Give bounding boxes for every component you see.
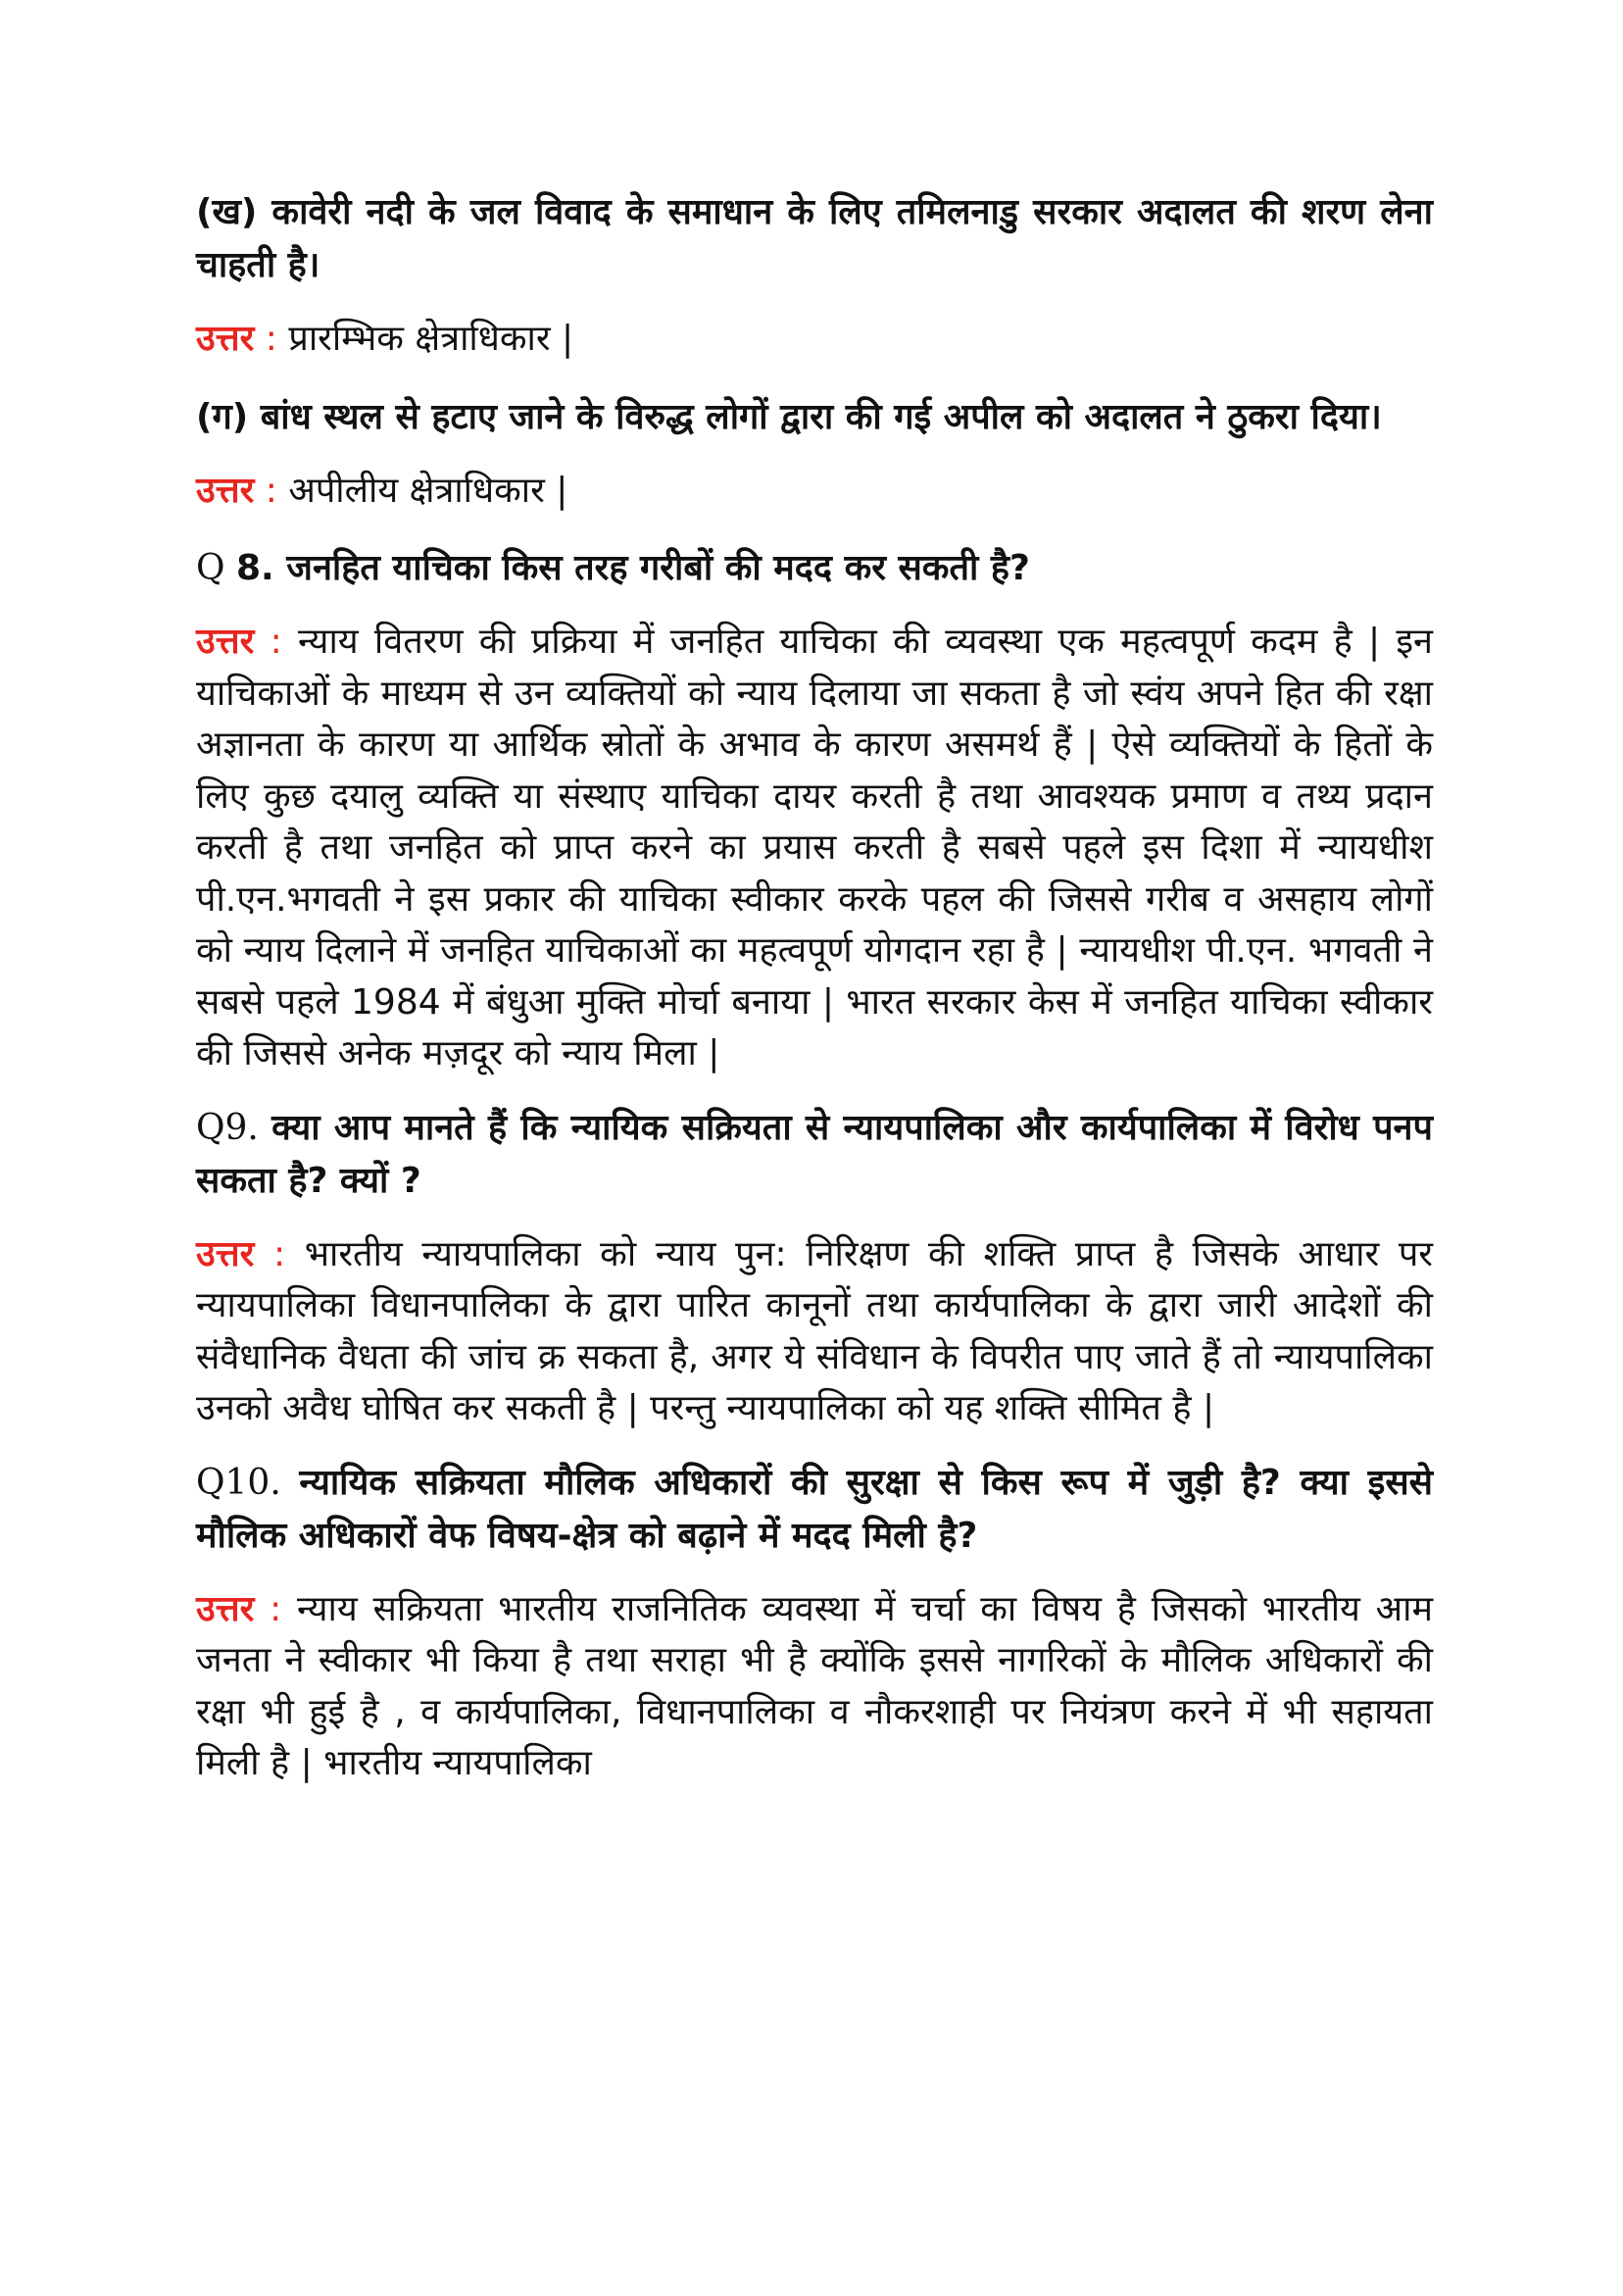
question-text: 8. जनहित याचिका किस तरह गरीबों की मदद कर सकती है? — [235, 548, 1030, 588]
answer-ga — [196, 466, 1433, 518]
answer-9 — [196, 1229, 1433, 1435]
answer-label: उत्तर — [196, 1588, 255, 1629]
answer-label: उत्तर — [196, 319, 255, 359]
answer-text: प्रारम्भिक क्षेत्राधिकार | — [288, 319, 574, 359]
answer-separator: : — [254, 470, 289, 511]
question-text: क्या आप मानते हैं कि न्यायिक सक्रियता से न्यायपालिका और कार्यपालिका में विरोध पनप सकता है? क्यों ? — [196, 1107, 1433, 1201]
answer-label: उत्तर — [196, 1233, 255, 1274]
question-10 — [196, 1457, 1433, 1563]
answer-8 — [196, 617, 1433, 1080]
answer-text: न्याय सक्रियता भारतीय राजनितिक व्यवस्था में चर्चा का विषय है जिसको भारतीय आम जनता ने स्वीकार भी किया है तथा सराहा भी है क्योंकि इससे नागरिकों के मौलिक अधिकारों की रक्षा भी हुई है , व कार्यपालिका, विधानपालिका व नौकरशाही पर नियंत्रण करने में भी सहायता मिली है | भारतीय न्यायपालिका — [196, 1588, 1433, 1783]
document-page — [196, 186, 1433, 1812]
answer-label: उत्तर — [196, 622, 255, 662]
question-ga — [196, 391, 1433, 444]
answer-label: उत्तर — [196, 470, 255, 511]
question-8 — [196, 542, 1433, 595]
question-text: (ख) कावेरी नदी के जल विवाद के समाधान के लिए तमिलनाडु सरकार अदालत की शरण लेना चाहती है। — [196, 192, 1433, 285]
answer-text: न्याय वितरण की प्रक्रिया में जनहित याचिका की व्यवस्था एक महत्वपूर्ण कदम है | इन याचिकाओं के माध्यम से उन व्यक्तियों को न्याय दिलाया जा सकता है जो स्वंय अपने हित की रक्षा अज्ञानता के कारण या आर्थिक स्रोतों के अभाव के कारण असमर्थ हैं | ऐसे व्यक्तियों के हितों के लिए कुछ दयालु व्यक्ति या संस्थाए याचिका दायर करती है तथा आवश्यक प्रमाण व तथ्य प्रदान करती है तथा जनहित को प्राप्त करने का प्रयास करती है सबसे पहले इस दिशा में न्यायधीश पी.एन.भगवती ने इस प्रकार की याचिका स्वीकार करके पहल की जिससे गरीब व असहाय लोगों को न्याय दिलाने में जनहित याचिकाओं का महत्वपूर्ण योगदान रहा है | न्यायधीश पी.एन. भगवती ने सबसे पहले 1984 में बंधुआ मुक्ति मोर्चा बनाया | भारत सरकार केस में जनहित याचिका स्वीकार की जिससे अनेक मज़दूर को न्याय मिला | — [196, 622, 1433, 1073]
answer-kha — [196, 314, 1433, 366]
question-9 — [196, 1102, 1433, 1208]
answer-separator: : — [254, 622, 298, 662]
answer-10 — [196, 1584, 1433, 1790]
answer-text: भारतीय न्यायपालिका को न्याय पुन: निरिक्षण की शक्ति प्राप्त है जिसके आधार पर न्यायपालिका विधानपालिका के द्वारा पारित कानूनों तथा कार्यपालिका के द्वारा जारी आदेशों की संवैधानिक वैधता की जांच क्र सकता है, अगर ये संविधान के विपरीत पाए जाते हैं तो न्यायपालिका उनको अवैध घोषित कर सकती है | परन्तु न्यायपालिका को यह शक्ति सीमित है | — [196, 1233, 1433, 1428]
answer-separator: : — [254, 319, 289, 359]
question-text: न्यायिक सक्रियता मौलिक अधिकारों की सुरक्षा से किस रूप में जुड़ी है? क्या इससे मौलिक अधिकारों वेफ विषय-क्षेत्र को बढ़ाने में मदद मिली है? — [196, 1462, 1433, 1556]
question-number: Q10. — [196, 1462, 300, 1503]
answer-separator: : — [254, 1233, 305, 1274]
question-number: Q9. — [196, 1107, 272, 1148]
question-number: Q — [196, 548, 236, 588]
question-kha — [196, 186, 1433, 292]
answer-separator: : — [254, 1588, 298, 1629]
answer-text: अपीलीय क्षेत्राधिकार | — [288, 470, 568, 511]
question-text: (ग) बांध स्थल से हटाए जाने के विरुद्ध लोगों द्वारा की गई अपील को अदालत ने ठुकरा दिया। — [196, 396, 1382, 437]
